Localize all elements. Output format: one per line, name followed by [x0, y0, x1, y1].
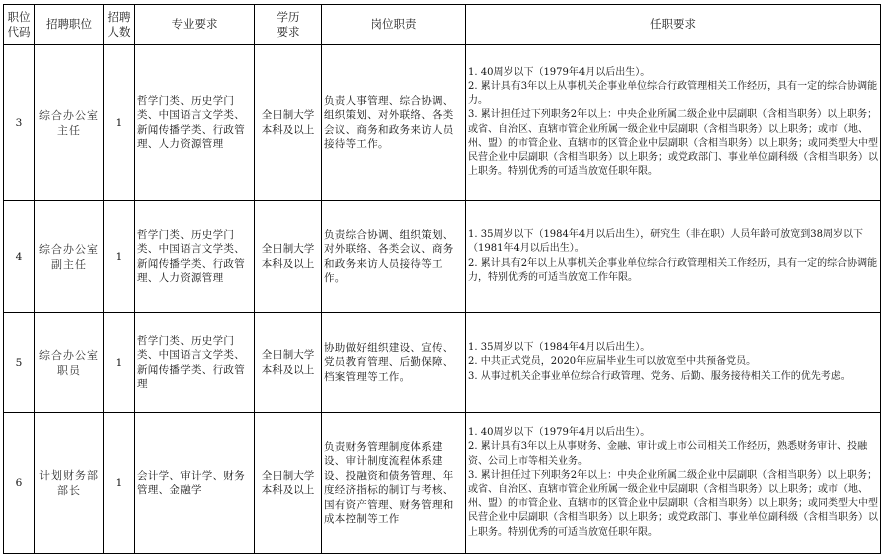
hire-count: 1 [104, 413, 135, 554]
position-code: 6 [4, 413, 35, 554]
header-education-requirement [255, 5, 322, 45]
hire-count: 1 [104, 313, 135, 413]
position-title-line2: 主任 [57, 123, 81, 137]
recruitment-table [3, 4, 881, 554]
requirement-item: 1. 35周岁以下（1984年4月以后出生），研究生（非在职）人员年龄可放宽到38周岁以下（1981年4月以后出生）。 [468, 229, 863, 255]
requirement-item: 2. 中共正式党员，2020年应届毕业生可以放宽至中共预备党员。 [468, 356, 757, 368]
job-duties: 协助做好组织建设、宣传、党员教育管理、后勤保障、档案管理等工作。 [322, 313, 466, 413]
header-hire-count-line1: 招聘 [107, 9, 131, 24]
table-row [4, 45, 881, 201]
major-requirement: 会计学、审计学、财务管理、金融学 [135, 413, 255, 554]
requirement-item: 2. 累计具有3年以上从事机关企事业单位综合行政管理相关工作经历，具有一定的综合协调能力。 [468, 80, 878, 107]
table-row [4, 413, 881, 554]
header-position-title: 招聘职位 [35, 5, 104, 45]
job-requirements [466, 413, 881, 554]
table-row [4, 201, 881, 313]
requirement-item: 3. 累计担任过下列职务2年以上：中央企业所属二级企业中层副职（含相当职务）以上职务；或省、自治区、直辖市管企业所属一级企业中层副职（含相当职务）以上职务；或市（地、州、盟）的市管企业、直辖市的区管企业中层副职（含相当职务）以上职务；或同类型大中型民营企业中层副职（含相当职务）以上职务；或党政部门、事业单位副科级（含相当职务）以上职务。特别优秀的可适当放宽任职年限。 [468, 469, 878, 538]
requirement-item: 2. 累计具有2年以上从事机关企事业单位综合行政管理相关工作经历，具有一定的综合协调能力，特别优秀的可适当放宽工作年限。 [468, 257, 878, 283]
header-hire-count [104, 5, 135, 45]
education-requirement: 全日制大学本科及以上 [255, 45, 322, 201]
position-code: 5 [4, 313, 35, 413]
requirement-item: 1. 35周岁以下（1984年4月以后出生）。 [468, 342, 651, 354]
education-requirement: 全日制大学本科及以上 [255, 413, 322, 554]
requirement-item: 3. 累计担任过下列职务2年以上：中央企业所属二级企业中层副职（含相当职务）以上职务；或省、自治区、直辖市管企业所属一级企业中层副职（含相当职务）以上职务；或市（地、州、盟）的市管企业、直辖市的区管企业中层副职（含相当职务）以上职务；或同类型大中型民营企业中层副职（含相当职务）以上职务；或党政部门、事业单位副科级（含相当职务）以上职务。特别优秀的可适当放宽任职年限。 [468, 109, 878, 178]
job-duties: 负责综合协调、组织策划、对外联络、各类会议、商务和政务来访人员接待等工作。 [322, 201, 466, 313]
position-title [35, 45, 104, 201]
job-requirements [466, 313, 881, 413]
hire-count: 1 [104, 45, 135, 201]
requirement-item: 2. 累计具有3年以上从事财务、金融、审计或上市公司相关工作经历，熟悉财务审计、投融资、公司上市等相关业务。 [468, 441, 868, 467]
header-education-line2: 要求 [276, 24, 300, 39]
hire-count: 1 [104, 201, 135, 313]
requirement-item: 1. 40周岁以下（1979年4月以后出生）。 [468, 66, 651, 78]
position-code: 4 [4, 201, 35, 313]
table-row [4, 313, 881, 413]
header-major-requirement: 专业要求 [135, 5, 255, 45]
position-title-line2: 部长 [57, 484, 81, 497]
job-duties: 负责人事管理、综合协调、组织策划、对外联络、各类会议、商务和政务来访人员接待等工作。 [322, 45, 466, 201]
requirement-item: 3. 从事过机关企事业单位综合行政管理、党务、后勤、服务接待相关工作的优先考虑。 [468, 370, 851, 382]
major-requirement: 哲学门类、历史学门类、中国语言文学类、新闻传播学类、行政管理、人力资源管理 [135, 45, 255, 201]
requirement-item: 1. 40周岁以下（1979年4月以后出生）。 [468, 427, 651, 439]
position-title-line1: 综合办公室 [39, 348, 99, 362]
position-title-line1: 计划财务部 [39, 469, 99, 482]
position-title [35, 201, 104, 313]
header-job-requirements: 任职要求 [466, 5, 881, 45]
position-title-line1: 综合办公室 [39, 242, 99, 256]
header-job-duties: 岗位职责 [322, 5, 466, 45]
position-title [35, 413, 104, 554]
header-position-code [4, 5, 35, 45]
position-title [35, 313, 104, 413]
position-title-line2: 副主任 [51, 257, 87, 271]
table-header-row [4, 5, 881, 45]
job-requirements [466, 45, 881, 201]
header-position-code-line1: 职位 [7, 9, 31, 24]
position-code: 3 [4, 45, 35, 201]
education-requirement: 全日制大学本科及以上 [255, 313, 322, 413]
position-title-line2: 职员 [57, 363, 81, 377]
header-position-code-line2: 代码 [7, 24, 31, 39]
major-requirement: 哲学门类、历史学门类、中国语言文学类、新闻传播学类、行政管理、人力资源管理 [135, 201, 255, 313]
major-requirement: 哲学门类、历史学门类、中国语言文学类、新闻传播学类、行政管理 [135, 313, 255, 413]
job-requirements [466, 201, 881, 313]
education-requirement: 全日制大学本科及以上 [255, 201, 322, 313]
header-education-line1: 学历 [276, 9, 300, 24]
job-duties: 负责财务管理制度体系建设、审计制度流程体系建设、投融资和债务管理、年度经济指标的制订与考核、国有资产管理、财务管理和成本控制等工作 [322, 413, 466, 554]
header-hire-count-line2: 人数 [107, 24, 131, 39]
position-title-line1: 综合办公室 [39, 108, 99, 122]
